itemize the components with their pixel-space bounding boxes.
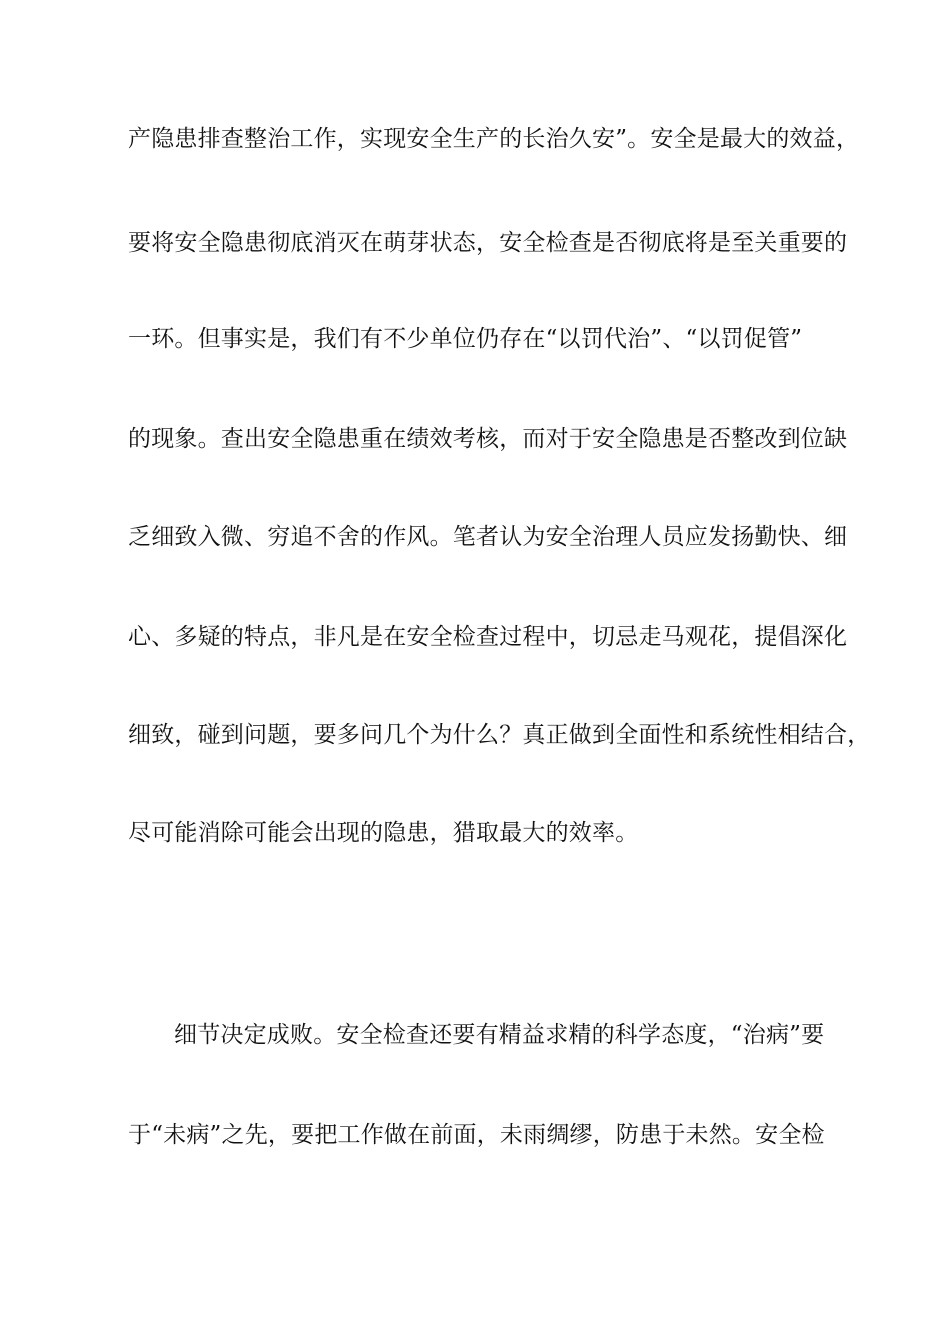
- paragraph-line: 的现象。查出安全隐患重在绩效考核，而对于安全隐患是否整改到位缺: [128, 426, 848, 452]
- paragraph-line: 细致，碰到问题，要多问几个为什么？真正做到全面性和系统性相结合，: [128, 722, 871, 748]
- paragraph-line: 一环。但事实是，我们有不少单位仍存在“以罚代治”、“以罚促管”: [128, 326, 803, 352]
- paragraph-line: 细节决定成败。安全检查还要有精益求精的科学态度，“治病”要: [174, 1022, 825, 1048]
- paragraph-line: 乏细致入微、穷追不舍的作风。笔者认为安全治理人员应发扬勤快、细: [128, 524, 848, 550]
- paragraph-line: 于“未病”之先，要把工作做在前面，未雨绸缪，防患于未然。安全检: [128, 1122, 825, 1148]
- paragraph-line: 心、多疑的特点，非凡是在安全检查过程中，切忌走马观花，提倡深化: [128, 624, 848, 650]
- paragraph-line: 产隐患排查整治工作，实现安全生产的长治久安”。安全是最大的效益，: [128, 126, 860, 152]
- paragraph-line: 要将安全隐患彻底消灭在萌芽状态，安全检查是否彻底将是至关重要的: [128, 230, 848, 256]
- paragraph-line: 尽可能消除可能会出现的隐患，猎取最大的效率。: [128, 820, 639, 846]
